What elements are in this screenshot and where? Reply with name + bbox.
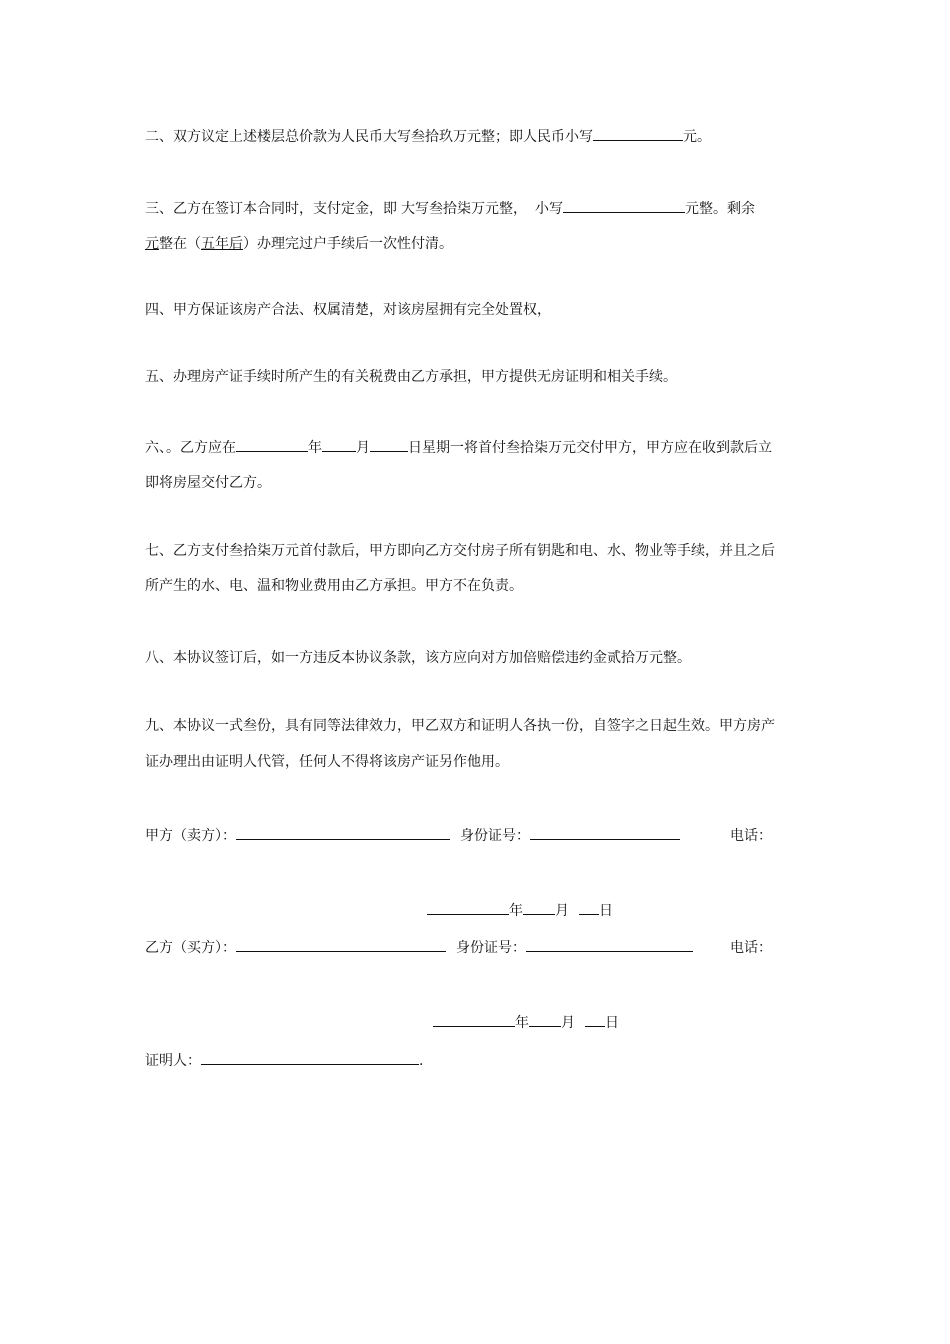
clause-9-line-2 [145, 752, 509, 772]
clause-2-text: 二、双方议定上述楼层总价款为人民币大写叁拾玖万元整；即人民币小写 [145, 129, 593, 145]
party-b-id-field[interactable] [526, 937, 693, 952]
clause-3-line-1 [145, 198, 755, 219]
party-b-date-day: 日 [605, 1015, 619, 1031]
party-a-date-month-field[interactable] [523, 900, 555, 915]
clause-5-text: 五、办理房产证手续时所产生的有关税费由乙方承担，甲方提供无房证明和相关手续。 [145, 369, 677, 385]
clause-3-text-b: 大写叁拾柒万元整， [401, 201, 527, 217]
party-a-id-label: 身份证号： [460, 828, 530, 844]
party-a-date-day-field[interactable] [579, 900, 599, 915]
clause-7-text-a: 七、乙方支付叁拾柒万元首付款后，甲方即向乙方交付房子所有钥匙和电、水、物业等手续，并且之后 [145, 543, 775, 559]
clause-9-line-1 [145, 716, 775, 736]
clause-7-line-2 [145, 576, 523, 596]
payment-day-blank[interactable] [370, 437, 408, 452]
party-b-name-field[interactable] [236, 937, 446, 952]
clause-3-text-d: 元整。剩余 [685, 201, 755, 217]
clause-3-text-e2: 整在（ [159, 236, 201, 252]
party-b-phone-label: 电话： [730, 940, 772, 956]
party-a-phone-label: 电话： [730, 828, 772, 844]
party-b-label: 乙方（买方）： [145, 940, 236, 956]
party-a-date-month: 月 [555, 903, 569, 919]
party-b-date-month: 月 [561, 1015, 575, 1031]
clause-3-remaining-unit: 元 [145, 236, 159, 252]
clause-6-text-d: 日星期一将首付叁拾柒万元交付甲方，甲方应在收到款后立 [408, 440, 772, 456]
clause-9-text-b: 证办理出由证明人代管，任何人不得将该房产证另作他用。 [145, 754, 509, 770]
clause-6-text-e: 即将房屋交付乙方。 [145, 475, 271, 491]
clause-7-line-1 [145, 541, 775, 561]
witness-label: 证明人： [145, 1053, 201, 1069]
party-a-name-field[interactable] [236, 825, 450, 840]
clause-3-text-e4: ）办理完过户手续后一次性付清。 [243, 236, 453, 252]
clause-3-due-period: 五年后 [201, 236, 243, 252]
party-b-date-day-field[interactable] [585, 1012, 605, 1027]
party-b-signature-row [145, 937, 772, 958]
clause-9-text-a: 九、本协议一式叁份，具有同等法律效力，甲乙双方和证明人各执一份，自签字之日起生效。甲方房产 [145, 718, 775, 734]
witness-row [145, 1050, 423, 1071]
clause-3-text-a: 三、乙方在签订本合同时，支付定金，即 [145, 201, 397, 217]
amount-lowercase-blank[interactable] [593, 126, 683, 141]
clause-2 [145, 126, 711, 147]
clause-6-line-1 [145, 437, 772, 458]
clause-6-year: 年 [308, 440, 322, 456]
party-a-date-year: 年 [509, 903, 523, 919]
witness-name-field[interactable] [201, 1050, 419, 1065]
clause-5 [145, 367, 677, 387]
payment-year-blank[interactable] [236, 437, 308, 452]
clause-6-line-2 [145, 473, 271, 493]
clause-3-line-2 [145, 234, 453, 254]
party-a-date-day: 日 [599, 903, 613, 919]
witness-end-mark: . [419, 1053, 424, 1069]
party-a-label: 甲方（卖方）： [145, 828, 236, 844]
party-a-date-row [427, 900, 613, 921]
clause-3-text-c: 小写 [535, 201, 563, 217]
party-a-date-year-field[interactable] [427, 900, 509, 915]
party-b-date-row [433, 1012, 619, 1033]
party-b-date-month-field[interactable] [529, 1012, 561, 1027]
party-b-date-year: 年 [515, 1015, 529, 1031]
payment-month-blank[interactable] [322, 437, 356, 452]
deposit-lowercase-blank[interactable] [563, 198, 685, 213]
clause-6-text-a: 六、。乙方应在 [145, 440, 236, 456]
party-a-signature-row [145, 825, 772, 846]
clause-4-text: 四、甲方保证该房产合法、权属清楚，对该房屋拥有完全处置权， [145, 302, 551, 318]
clause-4 [145, 300, 551, 320]
clause-8 [145, 648, 691, 668]
clause-6-month: 月 [356, 440, 370, 456]
clause-2-unit: 元。 [683, 129, 711, 145]
party-a-id-field[interactable] [530, 825, 680, 840]
clause-8-text: 八、本协议签订后，如一方违反本协议条款，该方应向对方加倍赔偿违约金贰拾万元整。 [145, 650, 691, 666]
clause-7-text-b: 所产生的水、电、温和物业费用由乙方承担。甲方不在负责。 [145, 578, 523, 594]
party-b-id-label: 身份证号： [456, 940, 526, 956]
party-b-date-year-field[interactable] [433, 1012, 515, 1027]
